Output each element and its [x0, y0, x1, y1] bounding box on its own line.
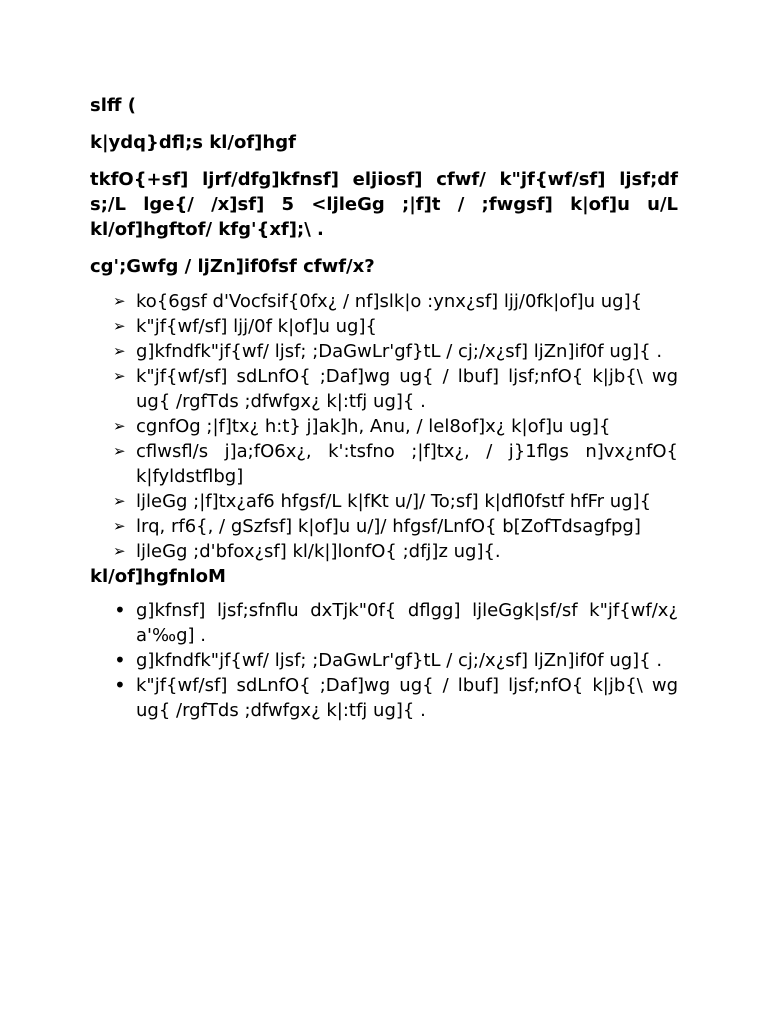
arrow-bullet-icon: ➢	[113, 542, 126, 560]
list-item-text: ljleGg ;|f]tx¿af6 hfgsf/L k|fKt u/]/ To;sf] k|dfl0fstf hfFr ug]{	[136, 491, 652, 512]
list-item-text: g]kfndfk"jf{wf/ ljsf; ;DaGwLr'gf}tL / cj;/x¿sf] ljZn]if0f ug]{ .	[136, 341, 663, 362]
document-page	[90, 90, 678, 723]
arrow-bullet-icon: ➢	[113, 367, 126, 385]
list-item-text: ko{6gsf d'Vocfsif{0fx¿ / nf]slk|o :ynx¿sf] ljj/0fk|of]u ug]{	[136, 291, 643, 312]
arrow-bullet-icon: ➢	[113, 492, 126, 510]
dot-bullet-icon: •	[114, 673, 126, 697]
arrow-bullet-icon: ➢	[113, 442, 126, 460]
list-item-text: g]kfndfk"jf{wf/ ljsf; ;DaGwLr'gf}tL / cj;/x¿sf] ljZn]if0f ug]{ .	[136, 650, 663, 671]
objectives-heading: kl/of]hgfnloM	[90, 566, 226, 587]
arrow-bullet-icon: ➢	[113, 317, 126, 335]
arrow-bullet-icon: ➢	[113, 517, 126, 535]
research-basis-heading: cg';Gwfg / ljZn]if0fsf cfwf/x?	[90, 256, 375, 277]
list-item	[90, 648, 678, 673]
arrow-bullet-icon: ➢	[113, 417, 126, 435]
arrow-bullet-icon: ➢	[113, 342, 126, 360]
arrow-bullet-icon: ➢	[113, 292, 126, 310]
list-item-text: ljleGg ;d'bfox¿sf] kl/k|]lonfO{ ;dfj]z ug]{.	[136, 541, 501, 562]
list-item	[90, 673, 678, 723]
research-basis-list	[90, 289, 678, 564]
list-item-text: k"jf{wf/sf] sdLnfO{ ;Daf]wg ug{ / lbuf] ljsf;nfO{ k|jb{\ wg ug{ /rgfTds ;dfwfgx¿ k|:tfj ug]{ .	[136, 675, 678, 721]
list-item	[90, 539, 678, 564]
list-item	[90, 339, 678, 364]
list-item	[90, 514, 678, 539]
dot-bullet-icon: •	[114, 648, 126, 672]
objectives-list	[90, 598, 678, 723]
list-item	[90, 314, 678, 339]
list-item	[90, 414, 678, 439]
list-item-text: k"jf{wf/sf] sdLnfO{ ;Daf]wg ug{ / lbuf] ljsf;nfO{ k|jb{\ wg ug{ /rgfTds ;dfwfgx¿ k|:tfj ug]{ .	[136, 366, 678, 412]
list-item	[90, 489, 678, 514]
list-item-text: k"jf{wf/sf] ljj/0f k|of]u ug]{	[136, 316, 377, 337]
section-heading: slff (	[90, 95, 136, 116]
intro-paragraph: tkfO{+sf] ljrf/dfg]kfnsf] eljiosf] cfwf/ k"jf{wf/sf] ljsf;df s;/L lge{/ /x]sf] 5 <ljleGg ;|f]t / ;fwgsf] k|of]u u/L kl/of]hgftof/ kfg'{xf];\ .	[90, 169, 678, 240]
list-item	[90, 364, 678, 414]
list-item-text: lrq, rf6{, / gSzfsf] k|of]u u/]/ hfgsf/LnfO{ b[ZofTdsagfpg]	[136, 516, 641, 537]
list-item	[90, 439, 678, 489]
list-item-text: cflwsfl/s j]a;fO6x¿, k':tsfno ;|f]tx¿, / j}1flgs n]vx¿nfO{ k|fyldstflbg]	[136, 441, 678, 487]
list-item-text: cgnfOg ;|f]tx¿ h:t} j]ak]h, Anu, / lel8of]x¿ k|of]u ug]{	[136, 416, 611, 437]
list-item	[90, 598, 678, 648]
list-item-text: g]kfnsf] ljsf;sfnflu dxTjk"0f{ dflgg] ljleGgk|sf/sf k"jf{wf/x¿ a'‰g] .	[136, 600, 678, 646]
dot-bullet-icon: •	[114, 598, 126, 622]
project-title: k|ydq}dfl;s kl/of]hgf	[90, 132, 296, 153]
list-item	[90, 289, 678, 314]
